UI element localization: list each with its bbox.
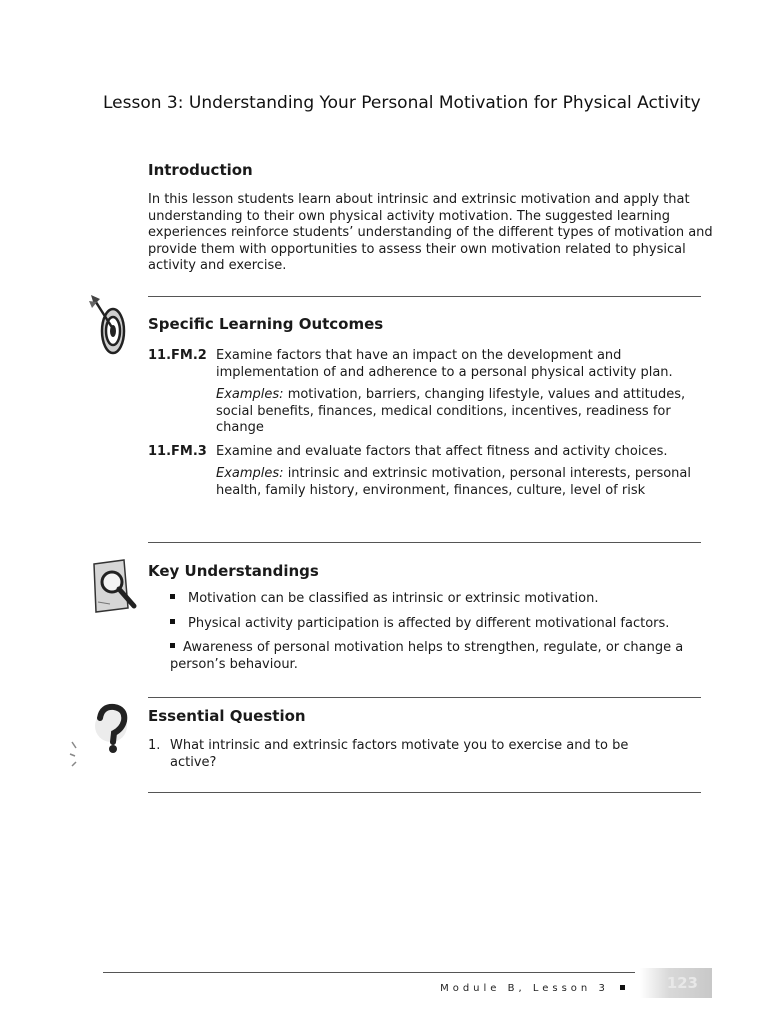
list-item: [170, 591, 715, 608]
list-item-text: Motivation can be classified as intrinsic or extrinsic motivation.: [188, 591, 599, 606]
footer-divider: [103, 972, 635, 973]
essential-question-section: [148, 706, 713, 771]
introduction-text: In this lesson students learn about intrinsic and extrinsic motivation and apply that understanding to their own physical activity motivation. The suggested learning experiences reinforce students’ understanding of the different types of motivation and provide them with opportunities to assess their own motivation related to physical activity and exercise.: [148, 192, 713, 273]
divider: [148, 296, 701, 297]
introduction-section: [148, 160, 713, 275]
page-number: 123: [666, 974, 698, 992]
bullet-icon: [170, 619, 175, 624]
key-understandings-list: [170, 591, 715, 673]
introduction-heading: Introduction: [148, 161, 253, 179]
bullet-icon: [170, 594, 175, 599]
list-item: [148, 738, 678, 771]
outcome-code: 11.FM.3: [148, 443, 207, 459]
outcomes-heading: Specific Learning Outcomes: [148, 315, 384, 333]
examples-label: Examples:: [216, 466, 284, 481]
question-text: What intrinsic and extrinsic factors motivate you to exercise and to be active?: [170, 738, 629, 770]
outcome-item: [148, 444, 713, 500]
footer-text: Module B, Lesson 3: [440, 983, 609, 994]
key-understandings-heading: Key Understandings: [148, 562, 319, 580]
list-item: [170, 640, 715, 673]
essential-question-heading: Essential Question: [148, 707, 306, 725]
divider: [148, 542, 701, 543]
outcomes-section: [148, 314, 713, 499]
outcome-text: Examine factors that have an impact on the development and implementation of and adherence to a personal physical activity plan.: [216, 348, 673, 380]
outcome-examples: [216, 466, 713, 499]
examples-label: Examples:: [216, 387, 284, 402]
magnifier-icon: [90, 558, 142, 618]
footer-label: [440, 983, 625, 994]
divider: [148, 792, 701, 793]
page-title: Lesson 3: Understanding Your Personal Motivation for Physical Activity: [103, 93, 701, 113]
list-item-text: Awareness of personal motivation helps to strengthen, regulate, or change a person’s behaviour.: [170, 640, 684, 672]
outcome-text: Examine and evaluate factors that affect fitness and activity choices.: [216, 443, 668, 459]
question-number: 1.: [148, 738, 161, 753]
question-icon: [66, 702, 136, 786]
target-icon: [88, 293, 130, 362]
list-item: [170, 616, 715, 633]
bullet-icon: [620, 985, 625, 990]
key-understandings-section: [148, 561, 713, 681]
list-item-text: Physical activity participation is affected by different motivational factors.: [188, 615, 670, 631]
page-number-box: [640, 968, 712, 998]
examples-text: motivation, barriers, changing lifestyle, values and attitudes, social benefits, finances, medical conditions, incentives, readiness for change: [216, 387, 686, 435]
examples-text: intrinsic and extrinsic motivation, personal interests, personal health, family history, environment, finances, culture, level of risk: [216, 466, 691, 498]
outcome-code: 11.FM.2: [148, 348, 207, 363]
outcome-item: [148, 348, 713, 437]
divider: [148, 697, 701, 698]
outcome-examples: [216, 387, 713, 437]
bullet-icon: [170, 643, 175, 648]
